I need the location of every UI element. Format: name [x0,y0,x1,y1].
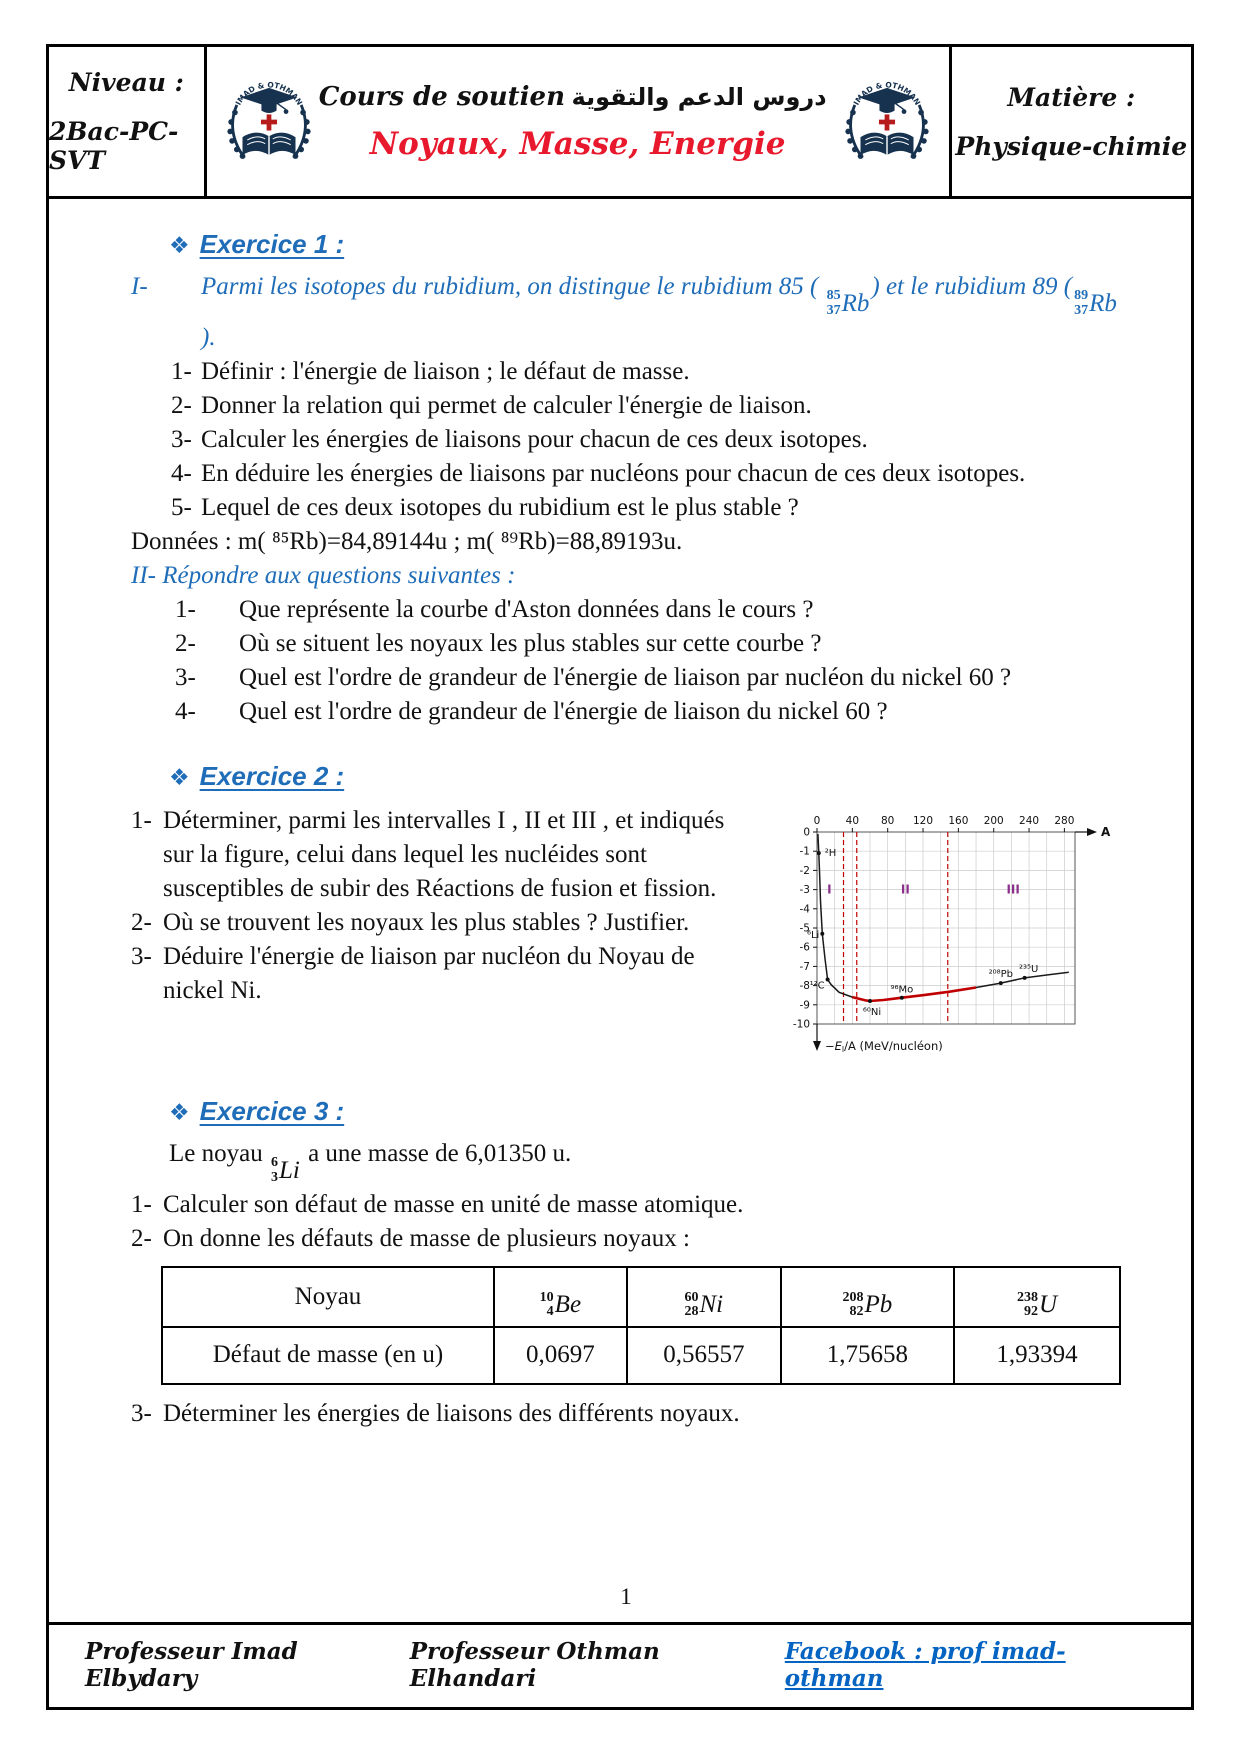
page-number: 1 [620,1583,632,1609]
niveau-value: 2Bac-PC-SVT [49,117,179,175]
list-item: 1- Calculer son défaut de masse en unité de masse atomique. [131,1190,744,1218]
list-item: 3- Déduire l'énergie de liaison par nucléon du Noyau de nickel Ni. [131,942,695,1004]
course-title-arabic: دروس الدعم والتقوية [571,82,827,111]
page-border-frame [46,44,1194,1710]
table-row-label: Défaut de masse (en u) [162,1327,494,1384]
list-item: 2- Où se trouvent les noyaux les plus stables ? Justifier. [131,908,690,936]
svg-text:-9: -9 [799,999,810,1012]
table-header-row [162,1267,1120,1327]
table-row [162,1327,1120,1384]
svg-text:²³⁵U: ²³⁵U [1018,963,1039,975]
page-content [49,199,1191,1622]
header-table [49,47,1191,199]
exercise-3-heading: ❖ Exercice 3 : [169,1095,345,1126]
niveau-label: Niveau : [68,68,184,97]
svg-text:-5: -5 [799,922,810,935]
svg-text:-8: -8 [799,980,810,993]
header-title-cell [207,47,949,196]
matiere-value: Physique-chimie [955,131,1188,161]
svg-text:-2: -2 [799,864,810,877]
svg-text:-1: -1 [799,845,810,858]
exercise-3-intro: Le noyau 6 3 Li a une masse de 6,01350 u. [169,1137,1121,1187]
course-title-line [319,82,837,112]
part1-intro-text: Parmi les isotopes du rubidium, on distingue le rubidium 85 ( 85 37 Rb ) et le rubidium 89 ( 89 37 Rb ). [201,273,1117,351]
svg-text:-7: -7 [799,960,810,973]
svg-text:-6: -6 [799,941,810,954]
exercise-2-heading: ❖ Exercice 2 : [169,760,345,791]
svg-text:⁶⁰Ni: ⁶⁰Ni [862,1006,882,1018]
list-item: 5- Lequel de ces deux isotopes du rubidium est le plus stable ? [171,493,799,521]
part1-roman-label: I- [131,273,148,301]
list-item: 3- Calculer les énergies de liaisons pour chacun de ces deux isotopes. [171,425,868,453]
mass-defect-table [161,1266,1121,1385]
nuclide-rb89: 89 37 Rb [1074,288,1117,318]
donnees-line: Données : m( ⁸⁵Rb)=84,89144u ; m( ⁸⁹Rb)=88,89193u. [131,527,683,555]
footer-professor-2: Professeur Othman Elhandari [409,1638,660,1692]
exercise-1-heading: ❖ Exercice 1 : [169,229,345,259]
table-header-pb208 [781,1267,954,1327]
svg-text:I: I [827,882,832,897]
header-matiere-cell [949,47,1191,196]
list-item: 2- Donner la relation qui permet de calculer l'énergie de liaison. [171,391,812,419]
list-item: 1- Déterminer, parmi les intervalles I , II et III , et indiqués sur la figure, celui dans lequel les nucléides sont susceptibles de subir des Réactions de fusion et fission. [131,806,725,902]
list-item: 1- Définir : l'énergie de liaison ; le défaut de masse. [171,357,690,385]
svg-text:II: II [900,882,910,897]
svg-text:A: A [1101,824,1111,839]
svg-text:¹²C: ¹²C [809,980,825,992]
list-item: 3- Quel est l'ordre de grandeur de l'énergie de liaison par nucléon du nickel 60 ? [175,663,1012,691]
footer-professor-1: Professeur Imad Elbydary [85,1638,298,1692]
table-header-be10 [494,1267,627,1327]
table-header-ni60 [627,1267,781,1327]
diamond-bullet-icon: ❖ [169,764,190,791]
svg-text:200: 200 [983,814,1004,827]
table-cell: 0,0697 [494,1327,627,1384]
svg-text:0: 0 [803,826,810,839]
table-header-u238 [954,1267,1120,1327]
matiere-label: Matière : [1007,82,1136,112]
svg-text:²⁰⁸Pb: ²⁰⁸Pb [988,969,1013,981]
svg-text:²H: ²H [824,848,837,860]
svg-text:280: 280 [1054,814,1075,827]
lesson-title: Noyaux, Masse, Energie [369,125,786,162]
svg-text:-4: -4 [799,903,810,916]
exercise-1-part2-heading: II- Répondre aux questions suivantes : [131,561,516,589]
header-niveau-cell [49,47,207,196]
list-item: 4- En déduire les énergies de liaisons par nucléons pour chacun de ces deux isotopes. [171,459,1026,487]
table-cell: 1,75658 [781,1327,954,1384]
svg-text:80: 80 [880,814,895,827]
footer [49,1622,1191,1707]
nuclide-u238: 238 92 U [1016,1289,1058,1319]
svg-text:-3: -3 [799,884,810,897]
aston-curve-figure [773,804,1121,1068]
aston-curve-chart [773,806,1121,1068]
footer-facebook-link[interactable]: Facebook : prof imad-othman [784,1638,1066,1692]
svg-text:III: III [1006,882,1020,897]
svg-text:160: 160 [948,814,969,827]
nuclide-rb85: 85 37 Rb [826,288,870,318]
list-item: 1- Que représente la courbe d'Aston données dans le cours ? [175,595,814,623]
table-cell: 1,93394 [954,1327,1120,1384]
svg-text:−El/A (MeV/nucléon): −El/A (MeV/nucléon) [825,1038,943,1054]
nuclide-pb208: 208 82 Pb [842,1289,893,1319]
course-title-fr: Cours de soutien [318,81,566,112]
nuclide-ni60: 60 28 Ni [684,1289,724,1319]
diamond-bullet-icon: ❖ [169,233,190,259]
exercise-1-part1-intro [131,270,1121,354]
school-logo-icon [839,69,935,175]
nuclide-li6: 6 3 Li [270,1155,300,1185]
list-item: 3- Déterminer les énergies de liaisons des différents noyaux. [131,1399,740,1427]
svg-text:0: 0 [813,814,821,827]
exercise-2-questions [131,804,753,1068]
diamond-bullet-icon: ❖ [169,1099,190,1126]
svg-text:240: 240 [1019,814,1040,827]
school-logo-icon [221,69,317,175]
exercise-2-body [131,804,1121,1068]
list-item: 2- On donne les défauts de masse de plusieurs noyaux : [131,1224,690,1252]
svg-text:120: 120 [913,814,934,827]
list-item: 2- Où se situent les noyaux les plus stables sur cette courbe ? [175,629,822,657]
svg-text:⁶Li: ⁶Li [806,929,820,941]
svg-text:⁹⁶Mo: ⁹⁶Mo [890,984,914,996]
svg-text:-10: -10 [792,1018,810,1031]
list-item: 4- Quel est l'ordre de grandeur de l'énergie de liaison du nickel 60 ? [175,697,888,725]
nuclide-be10: 10 4 Be [539,1289,582,1319]
svg-text:40: 40 [845,814,860,827]
table-header-noyau: Noyau [162,1267,494,1327]
table-cell: 0,56557 [627,1327,781,1384]
